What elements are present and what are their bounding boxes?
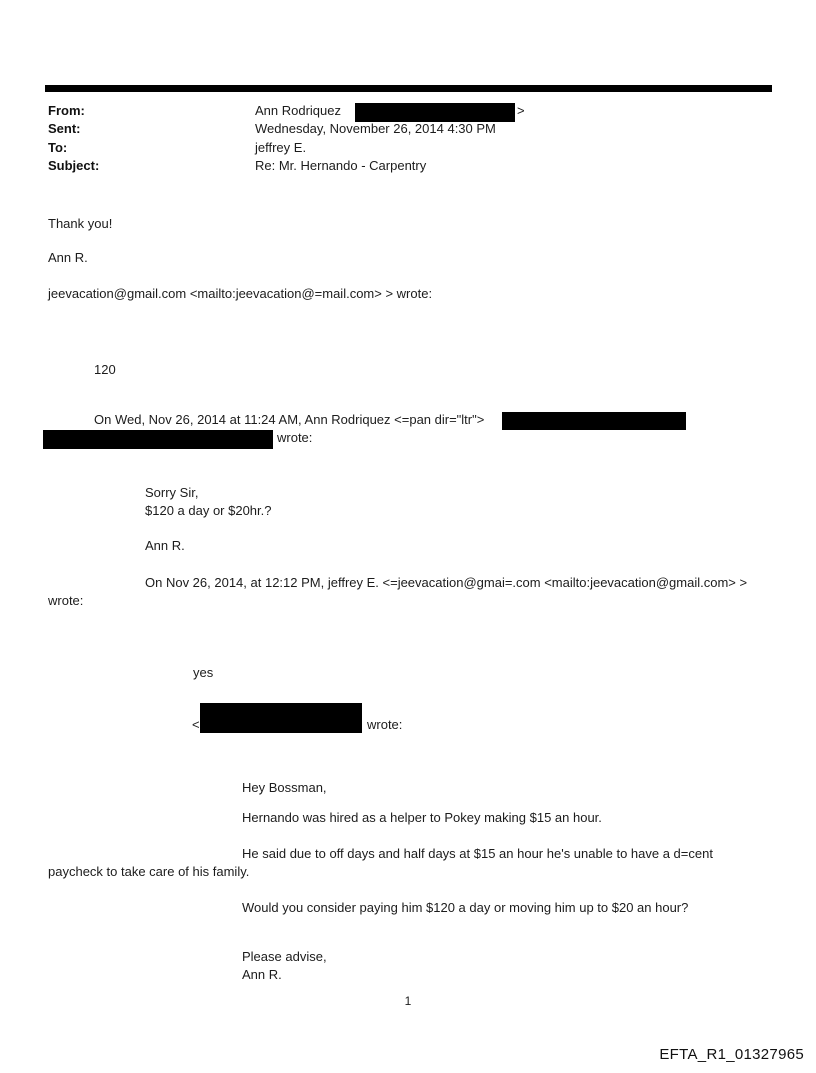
redaction-bar-on-wed-address-2 xyxy=(43,430,273,449)
from-value: Ann Rodriquez xyxy=(255,103,341,118)
to-value: jeffrey E. xyxy=(255,140,307,155)
body-line-signature-2: Ann R. xyxy=(145,538,185,553)
to-label: To: xyxy=(48,140,68,155)
body-line-would-you: Would you consider paying him $120 a day or moving him up to $20 an hour? xyxy=(242,900,689,915)
body-line-reply-120: 120 xyxy=(94,362,116,377)
body-line-hey-bossman: Hey Bossman, xyxy=(242,780,327,795)
body-line-signature-3: Ann R. xyxy=(242,967,282,982)
redaction-bar-angle-address xyxy=(200,703,362,733)
body-line-angle-wrote: wrote: xyxy=(367,717,403,732)
body-line-on-wed: On Wed, Nov 26, 2014 at 11:24 AM, Ann Rodriquez <=pan dir="ltr"> xyxy=(94,412,485,427)
subject-value: Re: Mr. Hernando - Carpentry xyxy=(255,158,427,173)
body-line-please-advise: Please advise, xyxy=(242,949,327,964)
body-line-on-wed-wrote: wrote: xyxy=(277,430,313,445)
body-line-hired: Hernando was hired as a helper to Pokey making $15 an hour. xyxy=(242,810,602,825)
from-label: From: xyxy=(48,103,85,118)
body-line-he-said-1: He said due to off days and half days at $15 an hour he's unable to have a d=cent xyxy=(242,846,713,861)
header-divider-rule xyxy=(45,85,772,92)
body-line-120-a-day: $120 a day or $20hr.? xyxy=(145,503,272,518)
redaction-bar-on-wed-address xyxy=(502,412,686,430)
body-line-angle-open: < xyxy=(192,717,200,732)
body-line-sorry-sir: Sorry Sir, xyxy=(145,485,199,500)
subject-label: Subject: xyxy=(48,158,100,173)
body-line-quote-intro: jeevacation@gmail.com <mailto:jeevacation@=mail.com> > wrote: xyxy=(48,286,433,301)
bates-number: EFTA_R1_01327965 xyxy=(659,1046,804,1063)
sent-label: Sent: xyxy=(48,121,81,136)
body-line-he-said-2: paycheck to take care of his family. xyxy=(48,864,250,879)
body-line-thank-you: Thank you! xyxy=(48,216,113,231)
body-line-yes: yes xyxy=(193,665,214,680)
body-line-on-nov: On Nov 26, 2014, at 12:12 PM, jeffrey E. <=jeevacation@gmai=.com <mailto:jeevacation@gmail.com> > xyxy=(145,575,748,590)
sent-value: Wednesday, November 26, 2014 4:30 PM xyxy=(255,121,496,136)
from-redacted-suffix: > xyxy=(517,103,525,118)
body-line-signature-1: Ann R. xyxy=(48,250,88,265)
page-number: 1 xyxy=(404,994,412,1008)
body-line-on-nov-wrote: wrote: xyxy=(48,593,84,608)
